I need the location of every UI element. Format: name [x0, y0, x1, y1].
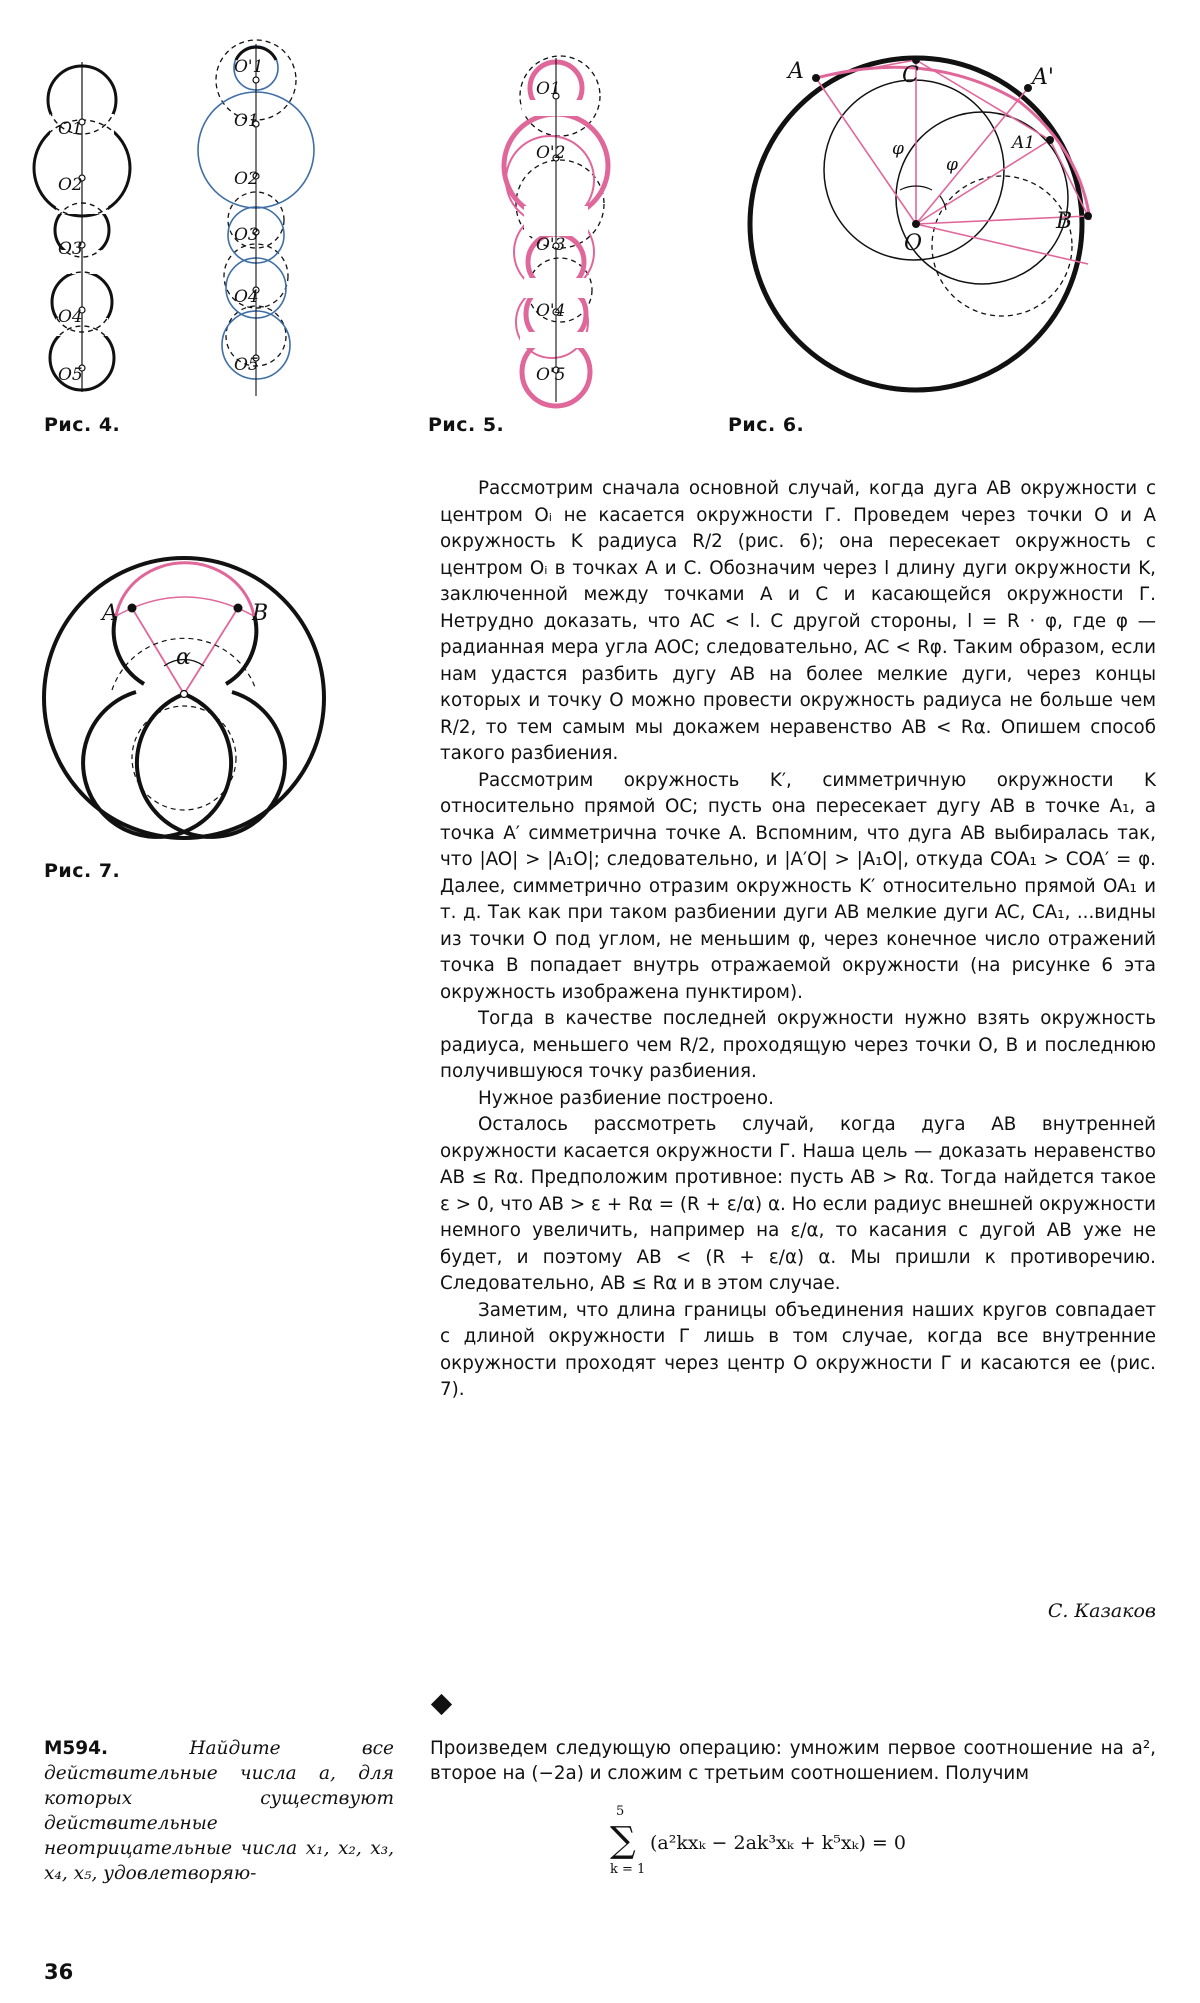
fig6-label-phi-1: φ [892, 139, 904, 159]
fig7-caption: Рис. 7. [44, 860, 121, 882]
fig6-label-b: B [1056, 209, 1073, 234]
page-number: 36 [44, 1960, 74, 1984]
fig6-caption: Рис. 6. [728, 414, 805, 436]
fig6-label-o: O [904, 231, 923, 256]
fig5-label-o1: O1 [536, 79, 561, 99]
article-paragraph-3: Тогда в качестве последней окружности нужно взять окружность радиуса, меньшего чем R/2, проходящую через точки O, B и последнюю получившуюся точку разбиения. [440, 1008, 1156, 1082]
article-paragraph-2: Рассмотрим окружность K′, симметричную окружности K относительно прямой OC; пусть она пересекает дугу AB в точке A₁, а точка A′ симметрична точке A. Вспомним, что дуга AB выбиралась так, что |AO| > |A₁O|; следовательно, и |A′O| > |A₁O|, откуда COA₁ > COA′ = φ. Далее, симметрично отразим окружность K′ относительно прямой OA₁ и т. д. Так как при таком разбиении дуги AB мелкие дуги AC, CA₁, ...видны из точки O под углом, не меньшим φ, через конечное число отражений точка B попадает внутрь отражаемой окружности (на рисунке 6 эта окружность изображена пунктиром). [440, 769, 1156, 1003]
problem-statement [44, 1736, 394, 1886]
fig4-label-o2: O2 [58, 175, 83, 195]
fig-blue-label-o1: O1 [234, 111, 259, 131]
article-body [440, 476, 1156, 1404]
formula-expression: (a²kxₖ − 2ak³xₖ + k⁵xₖ) = 0 [650, 1832, 906, 1854]
fig4-label-o5: O5 [58, 365, 83, 385]
fig-blue-label-o2: O2 [234, 169, 259, 189]
section-diamond-icon [431, 1694, 452, 1715]
fig5-label-o4p: O'4 [536, 301, 566, 321]
fig-blue-label-o4: O4 [234, 287, 259, 307]
article-paragraph-4: Нужное разбиение построено. [478, 1087, 774, 1109]
article-author: С. Казаков [1047, 1600, 1156, 1622]
fig4-caption: Рис. 4. [44, 414, 121, 436]
fig6-dashed-circle [932, 176, 1072, 316]
fig6-circle-k-prime [896, 112, 1068, 284]
fig6-label-a: A [788, 59, 804, 84]
article-paragraph-6: Заметим, что длина границы объединения наших кругов совпадает с длиной окружности Г лишь в том случае, когда все внутренние окружности проходят через центр O окружности Г и касаются ее (рис. 7). [440, 1299, 1156, 1400]
fig7-label-alpha: α [176, 645, 191, 670]
fig6-label-phi-2: φ [946, 155, 958, 175]
fig5-label-o3p: O'3 [536, 235, 566, 255]
fig6-label-a1: A1 [1012, 133, 1036, 153]
problem-number: М594. [44, 1738, 109, 1759]
formula-sum-sign: ∑ [610, 1820, 636, 1861]
figure-4 [20, 40, 140, 400]
fig-blue-label-o5: O5 [234, 355, 259, 375]
fig7-label-b: B [252, 601, 269, 626]
solution-formula [610, 1804, 990, 1880]
figure-4-blue [180, 40, 350, 410]
problem-text: Найдите все действительные числа a, для которых существуют действительные неотрицательные числа x₁, x₂, x₃, x₄, x₅, удовлетворяю- [44, 1738, 394, 1884]
article-paragraph-5: Осталось рассмотреть случай, когда дуга AB внутренней окружности касается окружности Г. Наша цель — доказать неравенство AB ≤ Rα. Предположим противное: пусть AB > Rα. Тогда найдется такое ε > 0, что AB > ε + Rα = (R + ε/α) α. Но если радиус внешней окружности немного увеличить, например на ε/α, то касания с дугой AB уже не будет, и поэтому AB < (R + ε/α) α. Мы пришли к противоречию. Следовательно, AB ≤ Rα и в этом случае. [440, 1114, 1156, 1294]
formula-sum-upper: 5 [616, 1804, 625, 1819]
fig5-label-o2p: O'2 [536, 143, 566, 163]
fig6-label-c: C [902, 63, 919, 88]
fig4-label-o3: O3 [58, 239, 83, 259]
fig5-caption: Рис. 5. [428, 414, 505, 436]
fig-blue-label-o3: O3 [234, 225, 259, 245]
solution-text: Произведем следующую операцию: умножим первое соотношение на a², второе на (−2a) и сложим с третьим соотношением. Получим [430, 1738, 1156, 1784]
article-paragraph-1: Рассмотрим сначала основной случай, когда дуга AB окружности с центром Oᵢ не касается окружности Г. Проведем через точки O и A окружность K радиуса R/2 (рис. 6); она пересекает окружность с центром Oᵢ в точках A и C. Обозначим через l длину дуги окружности K, заключенной между точками A и C и касающейся окружности Г. Нетрудно доказать, что AC < l. С другой стороны, l = R · φ, где φ — радианная мера угла AOC; следовательно, AC < Rφ. Таким образом, если нам удастся разбить дугу AB на более мелкие дуги, через концы которых и точку O можно провести окружность радиуса не больше чем R/2, то тем самым мы докажем неравенство AB < Rα. Опишем способ такого разбиения. [440, 478, 1156, 764]
fig-blue-label-o1p: O'1 [234, 57, 264, 77]
figure-6 [750, 40, 1110, 410]
figure-5 [480, 40, 640, 410]
figure-7 [40, 548, 380, 858]
fig4-label-o1: O1 [58, 119, 83, 139]
fig6-label-a-prime: A' [1032, 65, 1054, 90]
fig7-label-a: A [102, 601, 118, 626]
fig7-top-arc [116, 563, 254, 616]
formula-sum-lower: k = 1 [610, 1862, 646, 1877]
fig5-label-o5p: O'5 [536, 365, 566, 385]
fig4-label-o4: O4 [58, 307, 83, 327]
